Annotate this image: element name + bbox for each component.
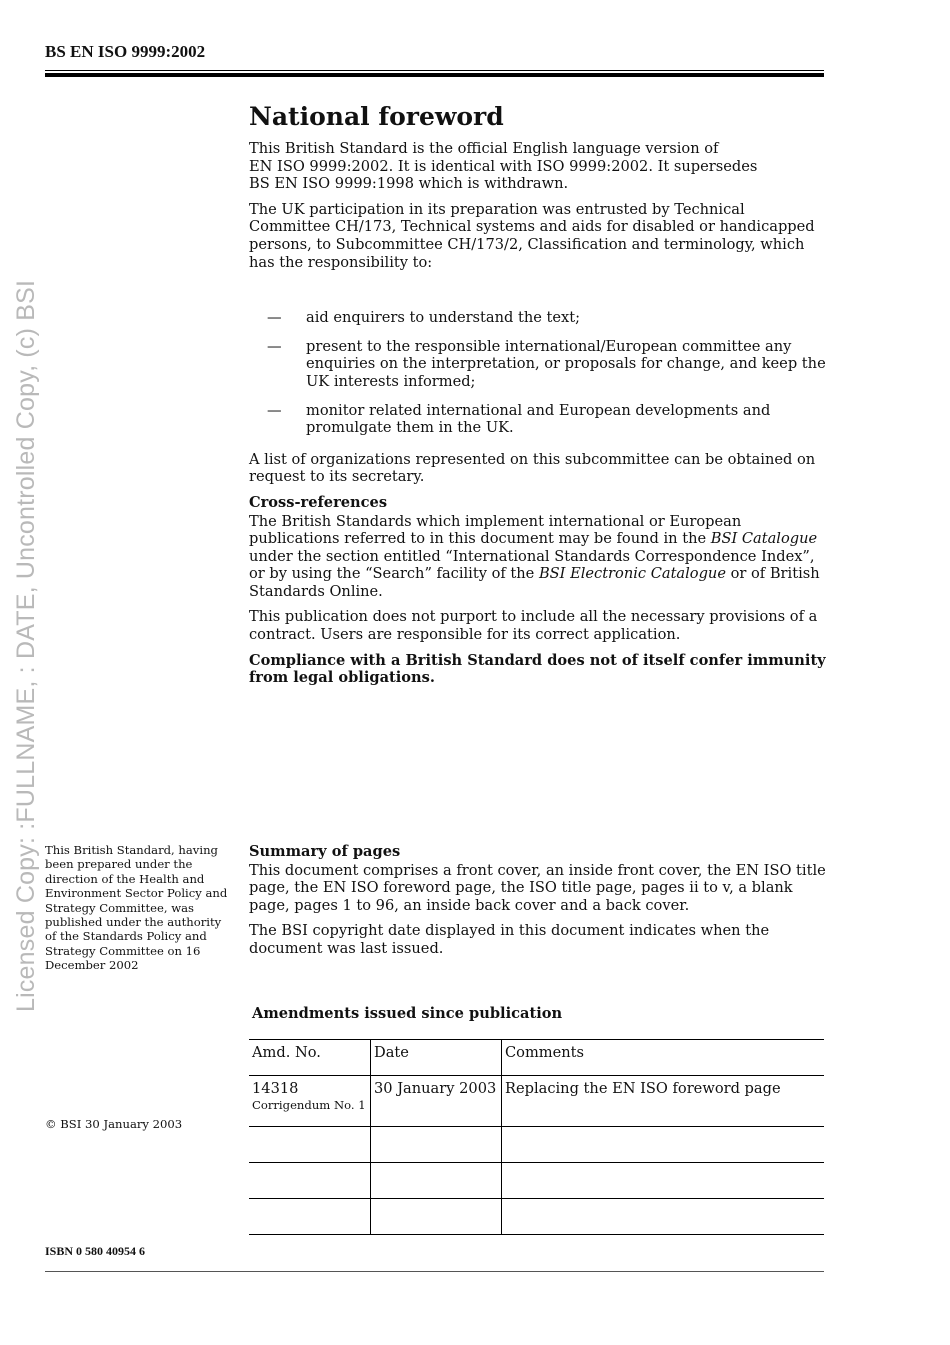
list-item bbox=[249, 338, 829, 391]
amd-no-cell bbox=[249, 1076, 371, 1127]
license-watermark: Licensed Copy: :FULLNAME, : DATE, Uncontrolled Copy, (c) BSI bbox=[12, 279, 40, 1012]
crossref-text-1: The British Standards which implement international or European publications referred to in this document may be found in the bbox=[249, 512, 742, 548]
summary-of-pages bbox=[249, 843, 829, 966]
column-header-comments: Comments bbox=[502, 1040, 825, 1076]
foreword-intro bbox=[249, 140, 829, 193]
footer-rule bbox=[45, 1271, 824, 1272]
isbn: ISBN 0 580 40954 6 bbox=[45, 1244, 146, 1258]
list-item bbox=[249, 402, 829, 437]
table-row-empty bbox=[249, 1163, 824, 1199]
crossref-text-2: under the section entitled “International Standards Correspondence Index”, or by using the “Search” facility of the bbox=[249, 547, 815, 583]
table-row-empty bbox=[249, 1127, 824, 1163]
list-item-text: present to the responsible international/European committee any enquiries on the interpretation, or proposals for change, and keep the UK interests informed; bbox=[306, 337, 826, 390]
compliance-statement: Compliance with a British Standard does not of itself confer immunity from legal obligations. bbox=[249, 651, 826, 687]
dash-bullet: — bbox=[267, 337, 282, 355]
amd-comments-cell: Replacing the EN ISO foreword page bbox=[502, 1076, 825, 1127]
amendments-table bbox=[249, 1039, 824, 1235]
header-rule-thin bbox=[45, 70, 824, 71]
summary-text: This document comprises a front cover, an inside front cover, the EN ISO title page, the EN ISO foreword page, the ISO title page, pages ii to v, a blank page, pages 1 to 96, an inside back cover and a back cover. bbox=[249, 861, 826, 914]
page-title: National foreword bbox=[249, 102, 504, 131]
dash-bullet: — bbox=[267, 401, 282, 419]
amd-number: 14318 bbox=[252, 1080, 299, 1097]
intro-line-2: EN ISO 9999:2002. It is identical with ISO 9999:2002. It supersedes bbox=[249, 157, 758, 175]
list-item-text: monitor related international and European developments and promulgate them in the UK. bbox=[306, 401, 771, 437]
publication-authority-note: This British Standard, having been prepared under the direction of the Health and Environment Sector Policy and Strategy Committee, was published under the authority of the Standards Policy and Strategy Committee on 16 December 2002 bbox=[45, 843, 228, 973]
intro-line-1: This British Standard is the official English language version of bbox=[249, 140, 719, 157]
cross-references-heading: Cross-references bbox=[249, 493, 388, 511]
crossref-text-3: or of British Standards Online. bbox=[249, 565, 820, 600]
responsibility-list bbox=[249, 309, 829, 437]
table-row-empty bbox=[249, 1199, 824, 1235]
table-row bbox=[249, 1076, 824, 1127]
document-code: BS EN ISO 9999:2002 bbox=[45, 42, 206, 61]
list-item-text: aid enquirers to understand the text; bbox=[306, 309, 581, 327]
copyright-notice: © BSI 30 January 2003 bbox=[45, 1117, 183, 1131]
participation-paragraph: The UK participation in its preparation was entrusted by Technical Committee CH/173, Technical systems and aids for disabled or handicapped persons, to Subcommittee CH/173/2, Classification and terminology, which has the responsibility to: bbox=[249, 200, 815, 271]
header-rule-thick bbox=[45, 73, 824, 77]
provisions-paragraph: This publication does not purport to include all the necessary provisions of a contract. Users are responsible for its correct application. bbox=[249, 608, 818, 644]
column-header-date: Date bbox=[371, 1040, 502, 1076]
bsi-electronic-catalogue-title: BSI Electronic Catalogue bbox=[538, 565, 726, 583]
copyright-date-note: The BSI copyright date displayed in this document indicates when the document was last issued. bbox=[249, 922, 770, 957]
cross-references-paragraph bbox=[249, 513, 829, 601]
organizations-paragraph: A list of organizations represented on this subcommittee can be obtained on request to its secretary. bbox=[249, 450, 816, 486]
list-item bbox=[249, 309, 829, 327]
national-foreword bbox=[249, 100, 829, 695]
summary-heading: Summary of pages bbox=[249, 843, 401, 860]
amd-date-cell: 30 January 2003 bbox=[371, 1076, 502, 1127]
column-header-amd-no: Amd. No. bbox=[249, 1040, 371, 1076]
dash-bullet: — bbox=[267, 309, 282, 327]
bsi-catalogue-title: BSI Catalogue bbox=[710, 530, 818, 548]
amd-subtitle: Corrigendum No. 1 bbox=[252, 1098, 366, 1112]
amendments-heading: Amendments issued since publication bbox=[252, 1005, 563, 1022]
intro-line-3: BS EN ISO 9999:1998 which is withdrawn. bbox=[249, 175, 569, 193]
table-header-row bbox=[249, 1040, 824, 1076]
